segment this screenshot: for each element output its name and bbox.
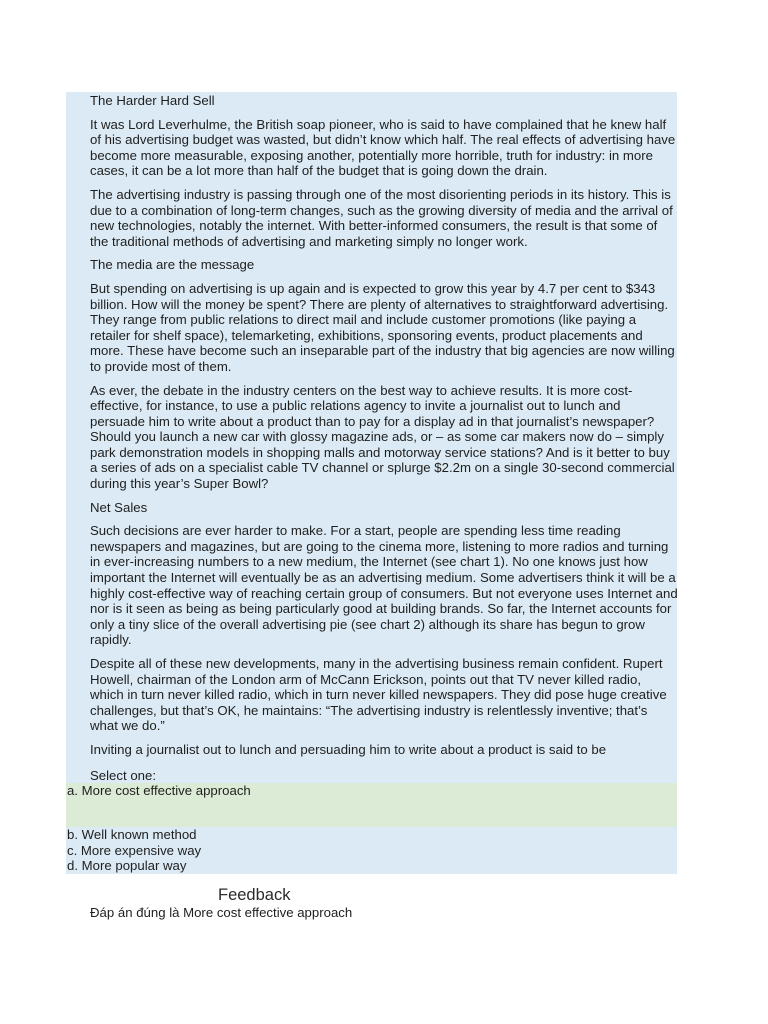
- question-content: [90, 93, 678, 783]
- feedback-text: Đáp án đúng là More cost effective approach: [90, 905, 353, 920]
- select-one-label: Select one:: [90, 767, 156, 783]
- question-paragraph-5: Such decisions are ever harder to make. For a start, people are spending less time reading newspapers and magazines, but are going to the cinema more, listening to more radios and turning in ever-increasing numbers to a new medium, the Internet (see chart 1). No one knows just how important the Internet will eventually be as an advertising medium. Some advertisers think it will be a highly cost-effective way of reaching certain group of consumers. But not everyone uses Internet and nor is it seen as being as being particularly good at building brands. So far, the Internet accounts for only a tiny slice of the overall advertising pie (see chart 2) although its share has begun to grow rapidly.: [90, 523, 678, 648]
- question-prompt: Inviting a journalist out to lunch and persuading him to write about a product is said to be: [90, 741, 607, 757]
- question-paragraph-3: But spending on advertising is up again and is expected to grow this year by 4.7 per cent to $343 billion. How will the money be spent? There are plenty of alternatives to straightforward advertising. They range from public relations to direct mail and include customer promotions (like paying a retailer for shelf space), telemarketing, exhibitions, sponsoring events, product placements and more. These have become such an inseparable part of the industry that big agencies are now willing to provide most of them.: [90, 280, 675, 374]
- answer-options: [66, 783, 677, 874]
- feedback-title: Feedback: [218, 886, 291, 904]
- answer-option-a[interactable]: a. More cost effective approach: [66, 783, 677, 827]
- answer-option-c[interactable]: c. More expensive way: [67, 842, 202, 858]
- question-paragraph-2: The advertising industry is passing through one of the most disorienting periods in its history. This is due to a combination of long-term changes, such as the growing diversity of media and the arrival of new technologies, notably the internet. With better-informed consumers, the result is that some of the traditional methods of advertising and marketing simply no longer work.: [90, 186, 673, 249]
- answer-option-d[interactable]: d. More popular way: [67, 858, 187, 874]
- answer-option-b[interactable]: b. Well known method: [67, 827, 197, 842]
- question-paragraph-1: It was Lord Leverhulme, the British soap pioneer, who is said to have complained that he knew half of his advertising budget was wasted, but didn’t know which half. The real effects of advertising have become more measurable, exposing another, potentially more horrible, truth for industry: in more cases, it can be a lot more than half of the budget that is going down the drain.: [90, 116, 676, 179]
- section-heading-media: The media are the message: [90, 257, 255, 273]
- question-paragraph-4: As ever, the debate in the industry centers on the best way to achieve results. It is more cost-effective, for instance, to use a public relations agency to invite a journalist out to lunch and persuade him to write about a product than to pay for a display ad in that journalist’s newspaper? Should you launch a new car with glossy magazine ads, or – as some car makers now do – simply park demonstration models in shopping malls and motorway service stations? And is it better to buy a series of ads on a specialist cable TV channel or splurge $2.2m on a single 30-second commercial during this year’s Super Bowl?: [90, 382, 675, 492]
- section-heading-net-sales: Net Sales: [90, 499, 148, 515]
- question-title: The Harder Hard Sell: [90, 93, 215, 108]
- question-paragraph-6: Despite all of these new developments, many in the advertising business remain confident. Rupert Howell, chairman of the London arm of McCann Erickson, points out that TV never killed radio, which in turn never killed radio, which in turn never killed newspapers. They did pose huge creative challenges, but that’s OK, he maintains: “The advertising industry is relentlessly inventive; that’s what we do.”: [90, 656, 667, 734]
